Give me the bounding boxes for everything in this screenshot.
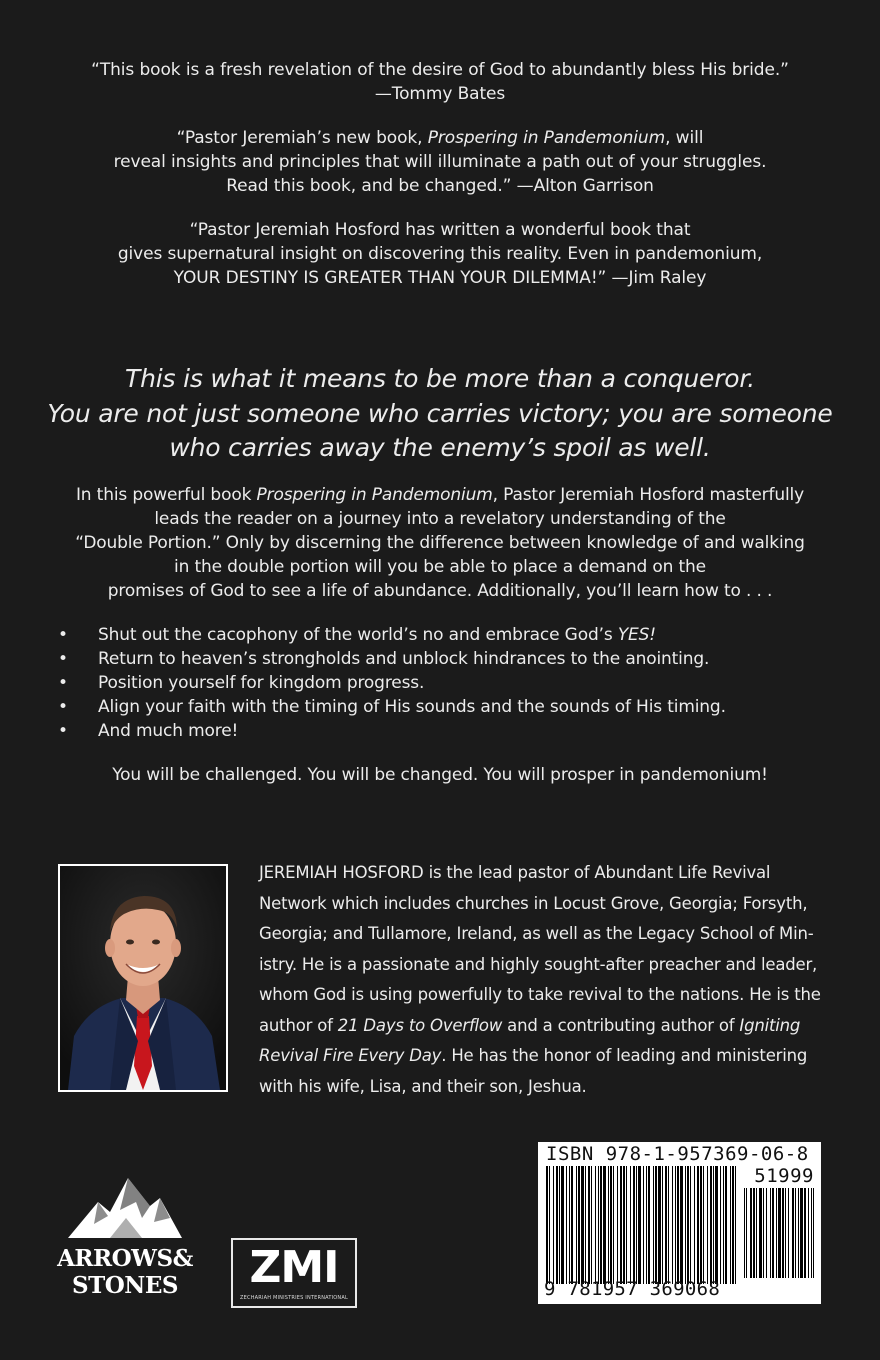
barcode-bar <box>732 1166 734 1278</box>
barcode-bar <box>744 1188 745 1278</box>
zmi-logo <box>231 1238 357 1308</box>
description-line: in the double portion will you be able to place a demand on the <box>174 557 706 577</box>
endorsement-text-line: gives supernatural insight on discovering this reality. Even in pandemonium, <box>117 244 763 264</box>
barcode-bar <box>566 1166 567 1278</box>
barcode-bar <box>808 1188 809 1278</box>
barcode-bar <box>700 1166 702 1278</box>
barcode-bar <box>725 1278 727 1284</box>
bullet-icon: • <box>58 673 68 693</box>
barcode-bar <box>811 1188 812 1278</box>
description-line: promises of God to see a life of abundance. Additionally, you’ll learn how to . . . <box>107 581 773 601</box>
barcode-bar <box>782 1188 784 1278</box>
endorsement-garrison <box>40 126 840 198</box>
isbn-label: ISBN 978-1-957369-06-8 <box>546 1143 809 1165</box>
description-line: leads the reader on a journey into a revelatory understanding of the <box>154 509 726 529</box>
barcode-bar <box>703 1166 704 1278</box>
barcode-bar <box>759 1188 762 1278</box>
barcode-bar <box>613 1166 614 1278</box>
barcode-bar <box>600 1166 602 1278</box>
barcode-bar <box>546 1166 548 1278</box>
list-item: • Align your faith with the timing of His sounds and the sounds of His timing. <box>58 697 726 717</box>
barcode-bar <box>697 1166 699 1278</box>
barcode-bar <box>559 1166 560 1278</box>
barcode-bar <box>626 1166 627 1278</box>
publisher-name-line2: STONES <box>72 1272 178 1299</box>
book-title: Igniting <box>739 1015 801 1035</box>
barcode-bar <box>633 1166 635 1278</box>
lead-statement <box>20 362 860 466</box>
barcode-bar <box>690 1166 691 1278</box>
barcode-bar <box>623 1166 625 1278</box>
list-item: • Position yourself for kingdom progress. <box>58 673 425 693</box>
barcode-bar <box>770 1188 771 1278</box>
author-portrait-illustration <box>60 866 226 1090</box>
barcode-bar <box>766 1188 767 1278</box>
description-line: In this powerful book Prospering in Pandemonium, Pastor Jeremiah Hosford masterfully <box>75 485 805 505</box>
bullet-icon: • <box>58 721 68 741</box>
barcode-bar <box>658 1166 661 1278</box>
barcode-bar <box>603 1166 606 1278</box>
barcode-bar <box>675 1166 676 1278</box>
barcode-bar <box>804 1188 806 1278</box>
barcode-bar <box>561 1166 564 1278</box>
barcode-bar <box>576 1166 577 1278</box>
lead-line: who carries away the enemy’s spoil as well. <box>169 433 711 462</box>
barcode-bar <box>778 1188 781 1278</box>
barcode-bar <box>581 1166 584 1278</box>
endorsements <box>40 58 840 310</box>
zmi-name: ZECHARIAH MINISTRIES INTERNATIONAL <box>240 1295 348 1301</box>
barcode-bar <box>772 1188 774 1278</box>
barcode-bar <box>735 1166 736 1278</box>
book-title: Prospering in Pandemonium <box>256 485 493 505</box>
barcode-bar <box>788 1188 789 1278</box>
barcode-bar <box>685 1166 686 1278</box>
list-item: • And much more! <box>58 721 239 741</box>
barcode-bar <box>720 1166 721 1278</box>
lead-line: You are not just someone who carries victory; you are someone <box>47 398 833 428</box>
author-photo <box>58 864 228 1092</box>
bullet-icon: • <box>58 625 68 645</box>
barcode-bar <box>595 1166 596 1278</box>
barcode-bar <box>715 1166 718 1278</box>
bio-line: JEREMIAH HOSFORD is the lead pastor of Abundant Life Revival <box>259 863 771 882</box>
barcode-bar <box>720 1278 721 1284</box>
barcode-bar <box>638 1166 641 1278</box>
bio-line: Georgia; and Tullamore, Ireland, as well as the Legacy School of Min- <box>259 924 814 943</box>
barcode-bar <box>713 1166 714 1278</box>
barcode-bar <box>710 1166 712 1278</box>
price-code: 51999 <box>754 1165 814 1187</box>
list-item: • Shut out the cacophony of the world’s no and embrace God’s YES! <box>58 625 656 645</box>
endorsement-text: “This book is a fresh revelation of the desire of God to abundantly bless His bride.” <box>91 60 789 80</box>
barcode-bar <box>648 1166 650 1278</box>
endorsement-text-line: reveal insights and principles that will illuminate a path out of your struggles. <box>113 152 767 172</box>
isbn-barcode <box>538 1142 821 1304</box>
endorsement-text-line: Read this book, and be changed.” —Alton Garrison <box>226 176 654 196</box>
barcode-bar <box>746 1188 747 1278</box>
bio-line: Network which includes churches in Locust Grove, Georgia; Forsyth, <box>259 893 808 913</box>
barcode-bar <box>646 1166 647 1278</box>
barcode-bar <box>665 1166 667 1278</box>
barcode-bar <box>680 1166 683 1278</box>
barcode-bar <box>662 1166 663 1278</box>
zmi-mark: ZMI <box>249 1242 339 1293</box>
barcode-bar <box>756 1188 757 1278</box>
barcode-bar <box>549 1166 550 1278</box>
barcode-bar <box>598 1166 599 1278</box>
barcode-bar <box>723 1166 724 1278</box>
barcode-bar <box>610 1166 612 1278</box>
barcode-bar <box>800 1188 803 1278</box>
book-description <box>30 483 850 603</box>
book-title: Revival Fire Every Day <box>259 1046 442 1065</box>
barcode-bar <box>672 1166 673 1278</box>
barcode-bar <box>569 1166 570 1278</box>
endorsement-text-line: “Pastor Jeremiah Hosford has written a wonderful book that <box>189 220 691 240</box>
barcode-bar <box>763 1188 764 1278</box>
barcode-bar <box>730 1166 731 1278</box>
bio-line: whom God is using powerfully to take revival to the nations. He is the <box>259 985 821 1004</box>
publisher-logo-arrows-stones <box>50 1172 200 1312</box>
barcode-bar <box>776 1188 777 1278</box>
barcode-bar <box>608 1166 609 1278</box>
barcode-bar <box>655 1166 657 1278</box>
endorsement-bates <box>40 58 840 106</box>
barcode-bar <box>643 1166 644 1278</box>
endorsement-author: —Tommy Bates <box>374 84 506 104</box>
barcode-bar <box>571 1166 573 1278</box>
barcode-bar <box>617 1166 618 1278</box>
barcode-bar <box>556 1166 558 1278</box>
barcode-bar <box>750 1188 752 1278</box>
barcode-bar <box>585 1166 586 1278</box>
barcode-bar <box>553 1166 554 1278</box>
barcode-bar <box>694 1166 695 1278</box>
barcode-bar <box>730 1278 731 1284</box>
barcode-bar <box>735 1278 736 1284</box>
bullet-icon: • <box>58 697 68 717</box>
description-line: “Double Portion.” Only by discerning the difference between knowledge of and walking <box>75 533 805 553</box>
publisher-name-line1: ARROWS& <box>57 1245 193 1272</box>
author-bio <box>259 858 821 1102</box>
mountain-icon <box>50 1172 200 1244</box>
bullet-icon: • <box>58 649 68 669</box>
barcode-bar <box>668 1166 669 1278</box>
book-title: Prospering in Pandemonium <box>427 128 666 148</box>
bio-line: Revival Fire Every Day. He has the honor of leading and ministering <box>259 1046 808 1065</box>
barcode-bar <box>653 1166 654 1278</box>
barcode-bar <box>630 1166 631 1278</box>
barcode-bar <box>588 1166 590 1278</box>
barcode-bar <box>620 1166 622 1278</box>
bio-line: author of 21 Days to Overflow and a contributing author of Igniting <box>259 1015 801 1035</box>
closing-line: You will be challenged. You will be changed. You will prosper in pandemonium! <box>112 765 768 785</box>
endorsement-text-line: YOUR DESTINY IS GREATER THAN YOUR DILEMMA!” —Jim Raley <box>173 268 707 288</box>
barcode-bar <box>785 1188 786 1278</box>
endorsement-raley <box>40 218 840 290</box>
barcode-bar <box>725 1166 727 1278</box>
barcode-bar <box>795 1188 796 1278</box>
barcode-bar <box>591 1166 592 1278</box>
book-title: 21 Days to Overflow <box>337 1015 503 1035</box>
bio-line: with his wife, Lisa, and their son, Jeshua. <box>259 1076 587 1096</box>
endorsement-text-line: “Pastor Jeremiah’s new book, Prospering in Pandemonium, will <box>176 128 704 148</box>
barcode-bar <box>707 1166 708 1278</box>
barcode-bar <box>792 1188 794 1278</box>
barcode-bar <box>798 1188 799 1278</box>
barcode-bar <box>636 1166 637 1278</box>
barcode-bar <box>813 1188 814 1278</box>
benefit-list <box>58 623 838 743</box>
bio-line: istry. He is a passionate and highly sought-after preacher and leader, <box>259 954 818 974</box>
barcode-bar <box>753 1188 755 1278</box>
barcode-bar <box>677 1166 679 1278</box>
ean-number: 9 781957 369068 <box>544 1278 721 1300</box>
barcode-bar <box>687 1166 689 1278</box>
barcode-bar <box>732 1278 734 1284</box>
barcode-bar <box>578 1166 580 1278</box>
barcode-bar <box>723 1278 724 1284</box>
list-item: • Return to heaven’s strongholds and unblock hindrances to the anointing. <box>58 649 710 669</box>
lead-line: This is what it means to be more than a conqueror. <box>125 364 755 393</box>
